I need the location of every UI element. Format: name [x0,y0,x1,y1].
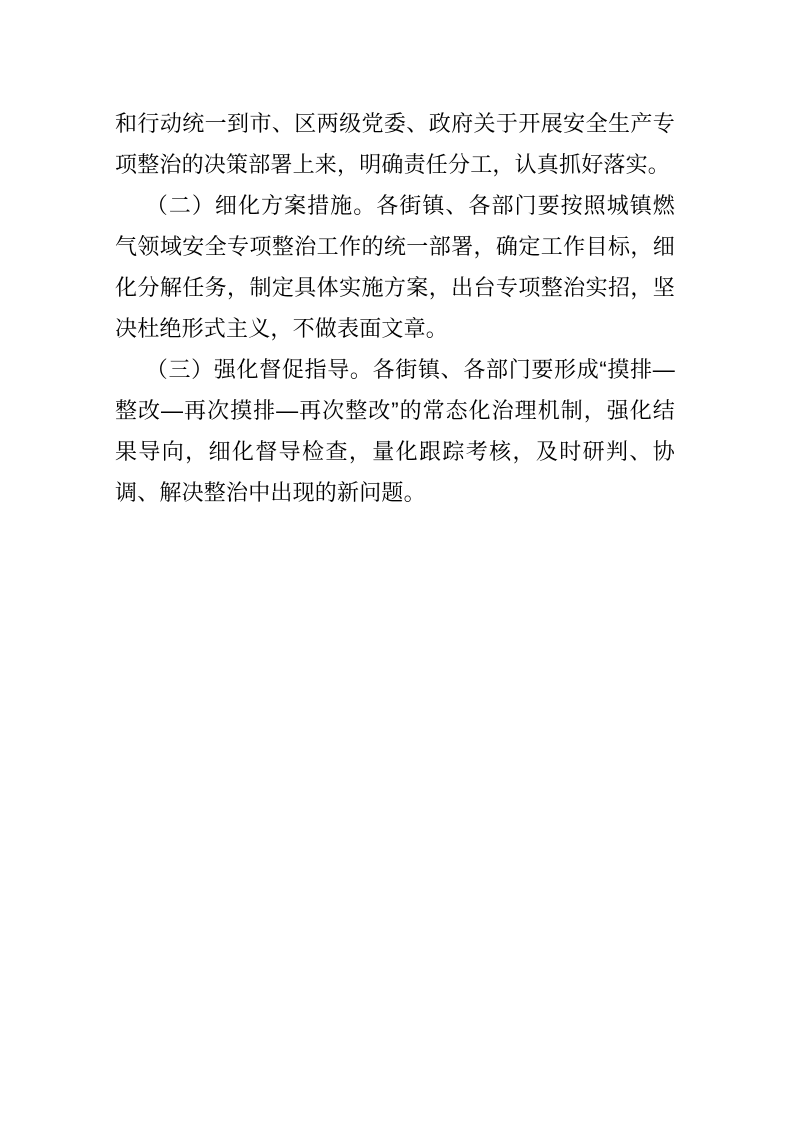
paragraph-item-three: （三）强化督促指导。各街镇、各部门要形成“摸排—整改—再次摸排—再次整改”的常态化治理机制，强化结果导向，细化督导检查，量化跟踪考核，及时研判、协调、解决整治中出现的新问题。 [115,357,675,505]
paragraph-continuation: 和行动统一到市、区两级党委、政府关于开展安全生产专项整治的决策部署上来，明确责任分工，认真抓好落实。 [115,111,675,177]
paragraph-item-two: （二）细化方案措施。各街镇、各部门要按照城镇燃气领域安全专项整治工作的统一部署，确定工作目标，细化分解任务，制定具体实施方案，出台专项整治实招，坚决杜绝形式主义，不做表面文章。 [115,193,675,341]
document-body [115,103,675,513]
